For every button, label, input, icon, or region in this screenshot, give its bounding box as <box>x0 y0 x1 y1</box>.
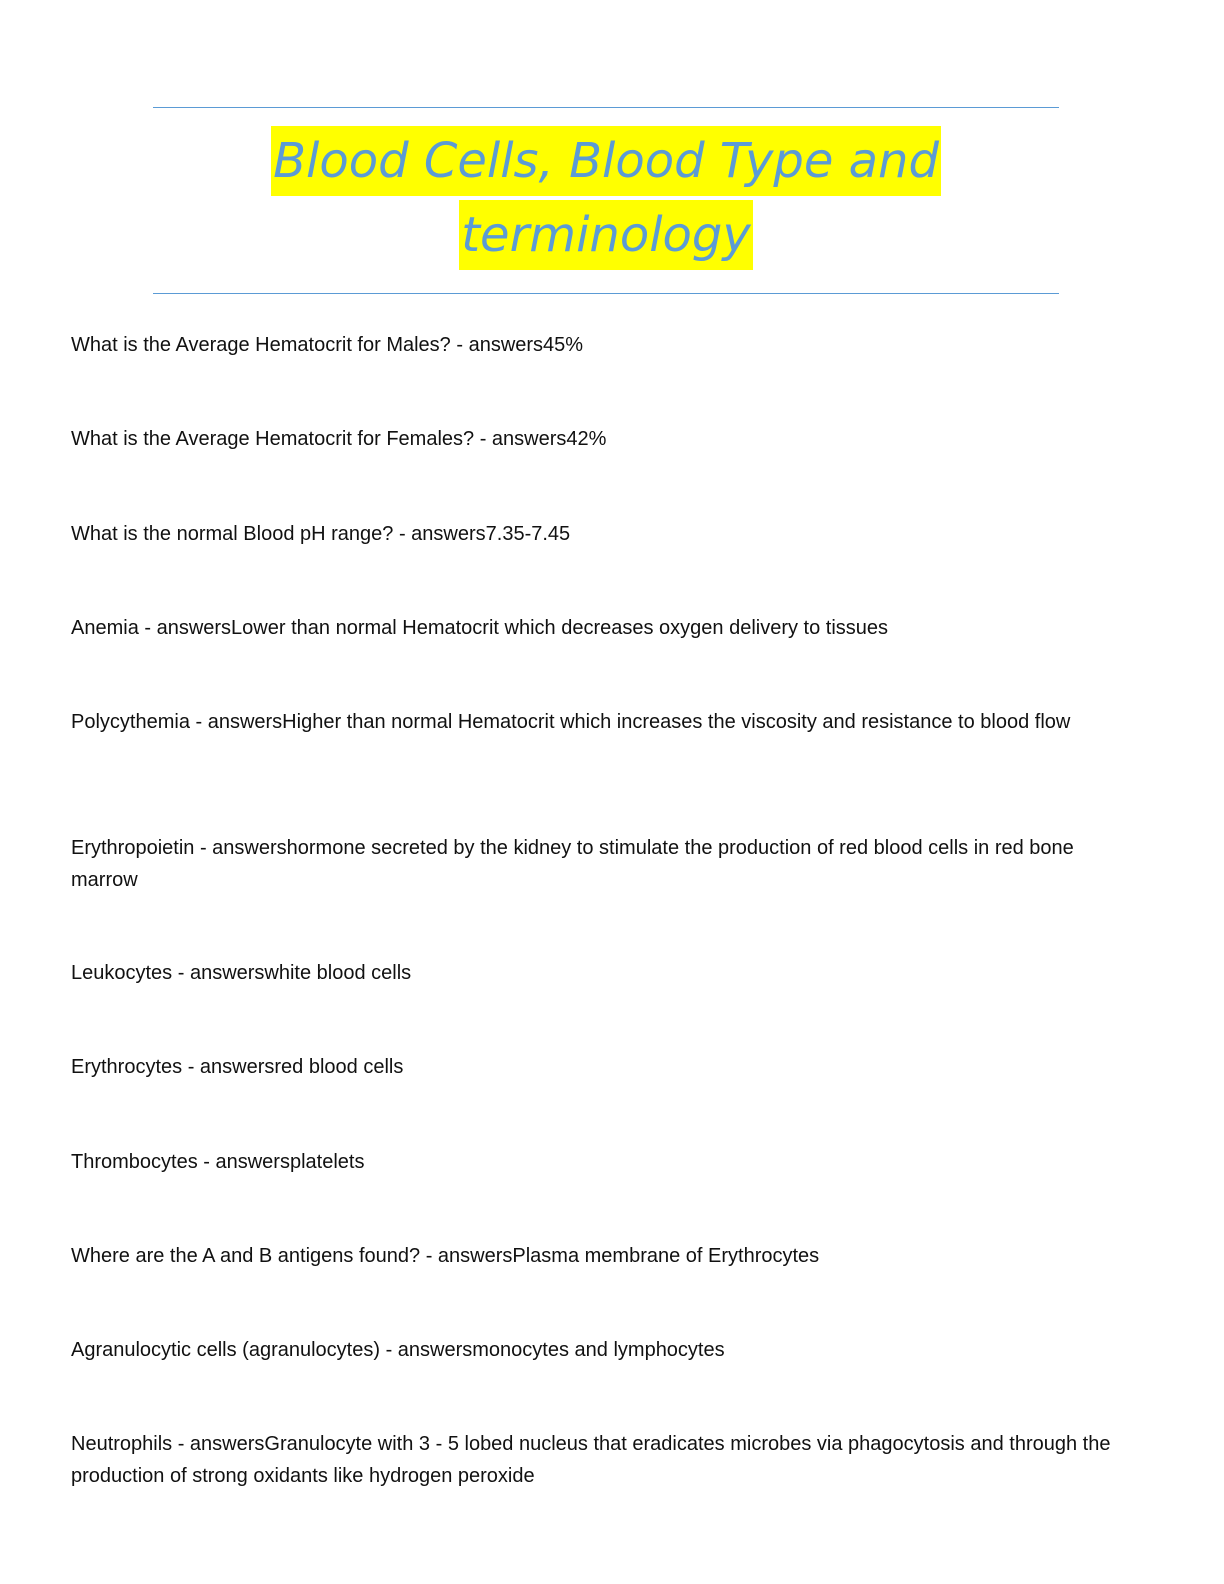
title-top-rule <box>153 107 1059 108</box>
qa-entry: Erythrocytes - answersred blood cells <box>71 1056 404 1078</box>
qa-entry: Neutrophils - answersGranulocyte with 3 - 5 lobed nucleus that eradicates microbes via phagocytosis and through the production of strong oxidants like hydrogen peroxide <box>71 1433 1111 1487</box>
qa-entry: Anemia - answersLower than normal Hematocrit which decreases oxygen delivery to tissues <box>71 617 889 639</box>
title-bottom-rule <box>153 293 1059 294</box>
qa-entry: Agranulocytic cells (agranulocytes) - answersmonocytes and lymphocytes <box>71 1339 725 1361</box>
title-line-1: Blood Cells, Blood Type and <box>271 126 941 196</box>
document-title <box>153 126 1059 263</box>
qa-entry: Polycythemia - answersHigher than normal Hematocrit which increases the viscosity and resistance to blood flow <box>71 711 1071 733</box>
qa-entry: Thrombocytes - answersplatelets <box>71 1151 365 1173</box>
qa-entry: Where are the A and B antigens found? - answersPlasma membrane of Erythrocytes <box>71 1245 820 1267</box>
qa-entry: What is the normal Blood pH range? - answers7.35-7.45 <box>71 523 571 545</box>
qa-entry: What is the Average Hematocrit for Males? - answers45% <box>71 334 584 356</box>
qa-entry: Erythropoietin - answershormone secreted by the kidney to stimulate the production of red blood cells in red bone marrow <box>71 837 1074 891</box>
title-line-2: terminology <box>459 200 753 270</box>
qa-entry: Leukocytes - answerswhite blood cells <box>71 962 412 984</box>
qa-entry: What is the Average Hematocrit for Females? - answers42% <box>71 428 607 450</box>
